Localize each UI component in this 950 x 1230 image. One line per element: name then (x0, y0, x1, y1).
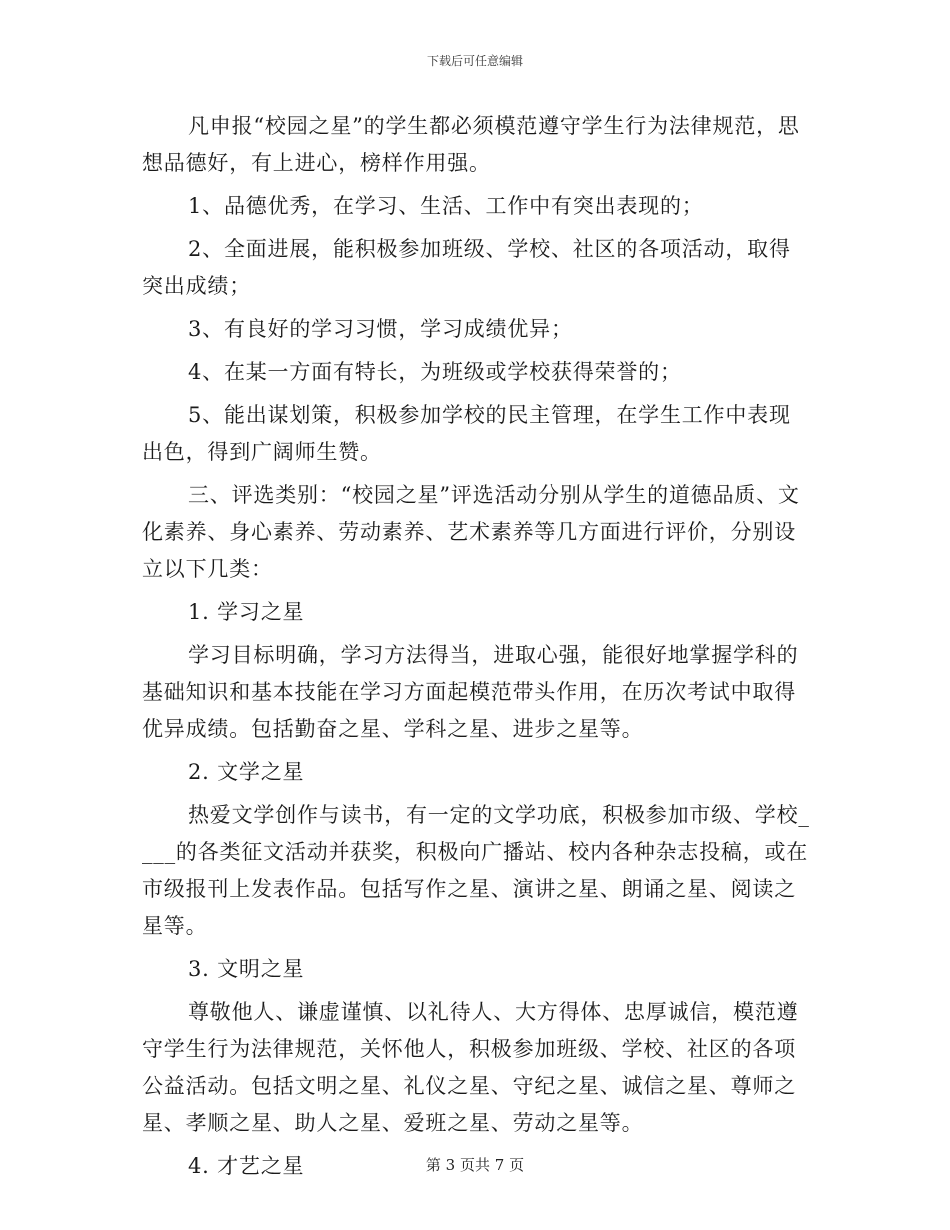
paragraph-study-star: 学习目标明确，学习方法得当，进取心强，能很好地掌握学科的基础知识和基本技能在学习方面起模范带头作用，在历次考试中取得优异成绩。包括勤奋之星、学科之星、进步之星等。 (142, 643, 799, 741)
paragraph-criterion-5: 5、能出谋划策，积极参加学校的民主管理，在学生工作中表现出色，得到广阔师生赞。 (142, 403, 791, 464)
paragraph-criterion-2: 2、全面进展，能积极参加班级、学校、社区的各项活动，取得突出成绩； (142, 237, 791, 298)
heading-literature-star: 2. 文学之星 (188, 760, 305, 784)
paragraph-intro: 凡申报“校园之星”的学生都必须模范遵守学生行为法律规范，思想品德好，有上进心，榜样作用强。 (142, 114, 800, 175)
paragraph-criterion-3: 3、有良好的学习习惯，学习成绩优异； (188, 317, 573, 341)
paragraph-criterion-4: 4、在某一方面有特长，为班级或学校获得荣誉的； (188, 360, 682, 384)
page-number-footer: 第 3 页共 7 页 (425, 1156, 525, 1174)
paragraph-criterion-1: 1、品德优秀，在学习、生活、工作中有突出表现的； (188, 194, 704, 218)
page-header: 下载后可任意编辑 (426, 54, 523, 68)
heading-study-star: 1. 学习之星 (188, 600, 305, 624)
heading-civility-star: 3. 文明之星 (188, 957, 305, 981)
heading-talent-star: 4. 才艺之星 (188, 1154, 305, 1178)
paragraph-literature-star: 热爱文学创作与读书，有一定的文学功底，积极参加市级、学校____的各类征文活动并获奖，积极向广播站、校内各种杂志投稿，或在市级报刊上发表作品。包括写作之星、演讲之星、朗诵之星、阅读之星等。 (142, 803, 810, 938)
paragraph-section-3: 三、评选类别：“校园之星”评选活动分别从学生的道德品质、文化素养、身心素养、劳动素养、艺术素养等几方面进行评价，分别设立以下几类： (142, 483, 800, 581)
paragraph-civility-star: 尊敬他人、谦虚谨慎、以礼待人、大方得体、忠厚诚信，模范遵守学生行为法律规范，关怀他人，积极参加班级、学校、社区的各项公益活动。包括文明之星、礼仪之星、守纪之星、诚信之星、尊师之星、孝顺之星、助人之星、爱班之星、劳动之星等。 (142, 1000, 799, 1135)
document-body (142, 108, 810, 1191)
